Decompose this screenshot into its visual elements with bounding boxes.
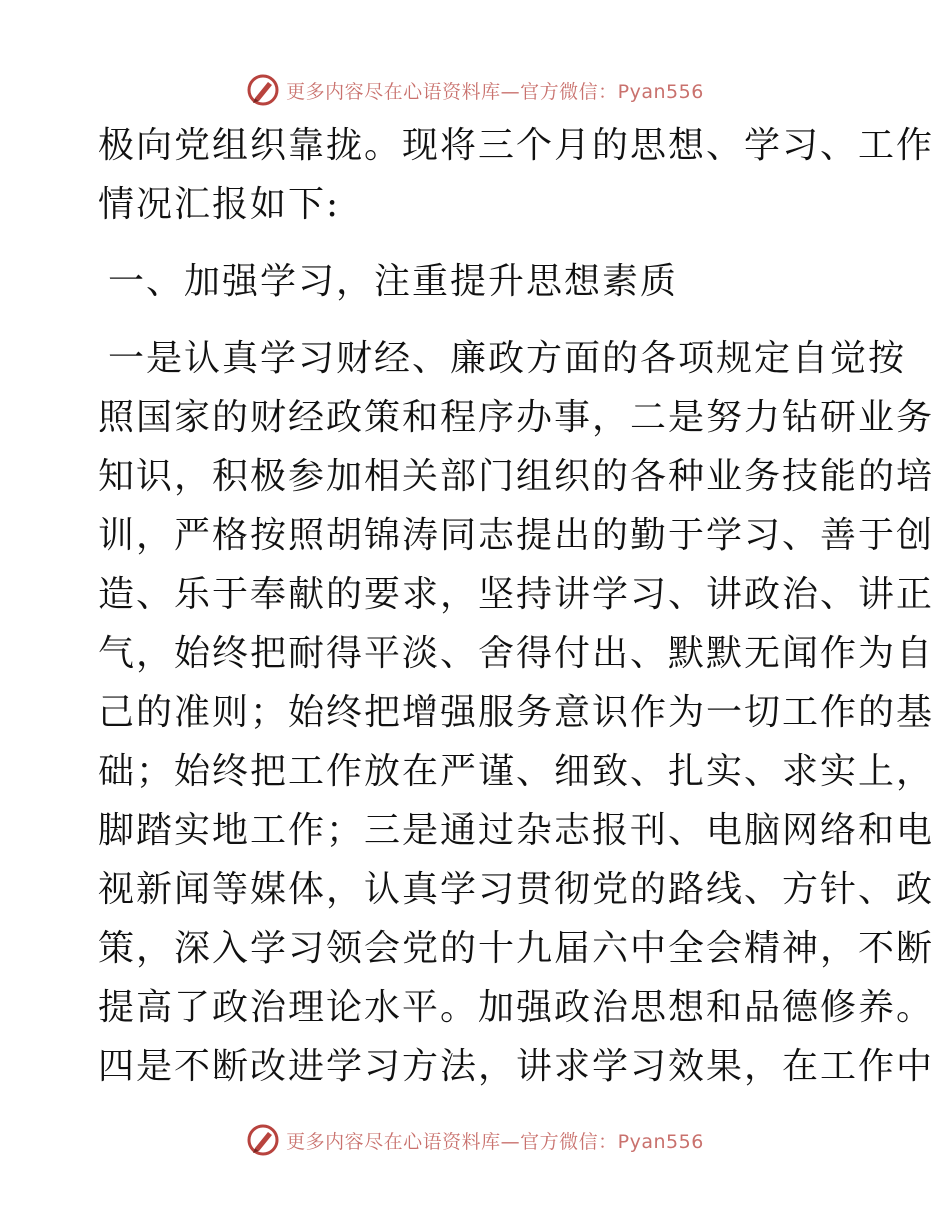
document-body [98, 116, 935, 1096]
intro-line: 极向党组织靠拢。现将三个月的思想、学习、工作 [98, 125, 935, 166]
paragraph-line: 照国家的财经政策和程序办事，二是努力钻研业务 [98, 397, 935, 438]
paragraph-line: 础；始终把工作放在严谨、细致、扎实、求实上， [98, 751, 935, 792]
pen-circle-logo-icon [246, 1123, 280, 1157]
intro-line: 情况汇报如下: [98, 184, 341, 225]
paragraph-line: 己的准则；始终把增强服务意识作为一切工作的基 [98, 692, 935, 733]
paragraph-line: 造、乐于奉献的要求，坚持讲学习、讲政治、讲正 [98, 574, 935, 615]
watermark-text: 更多内容尽在心语资料库—官方微信：Pyan556 [286, 1130, 704, 1153]
pen-circle-logo-icon [246, 73, 280, 107]
paragraph-line: 提高了政治理论水平。加强政治思想和品德修养。 [98, 987, 935, 1028]
footer-watermark-banner [0, 1120, 950, 1160]
header-watermark-banner [0, 70, 950, 110]
paragraph-line: 视新闻等媒体，认真学习贯彻党的路线、方针、政 [98, 869, 935, 910]
section-heading: 一、加强学习，注重提升思想素质 [108, 261, 679, 302]
paragraph-line: 气，始终把耐得平淡、舍得付出、默默无闻作为自 [98, 633, 935, 674]
paragraph-line: 四是不断改进学习方法，讲求学习效果，在工作中 [98, 1046, 935, 1087]
paragraph-line: 策，深入学习领会党的十九届六中全会精神，不断 [98, 928, 935, 969]
paragraph-line: 训，严格按照胡锦涛同志提出的勤于学习、善于创 [98, 515, 935, 556]
paragraph-line: 一是认真学习财经、廉政方面的各项规定自觉按 [108, 338, 907, 379]
paragraph-line: 脚踏实地工作；三是通过杂志报刊、电脑网络和电 [98, 810, 935, 851]
paragraph-line: 知识，积极参加相关部门组织的各种业务技能的培 [98, 456, 935, 497]
watermark-text: 更多内容尽在心语资料库—官方微信：Pyan556 [286, 80, 704, 103]
